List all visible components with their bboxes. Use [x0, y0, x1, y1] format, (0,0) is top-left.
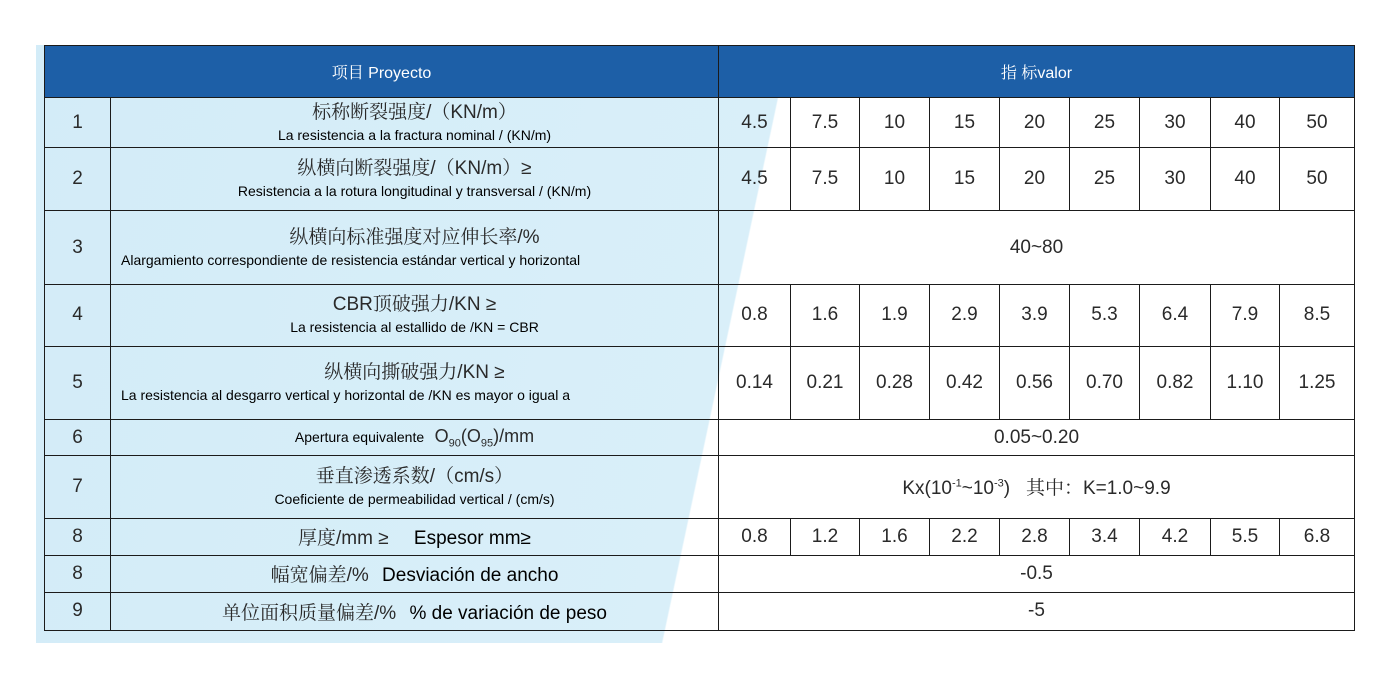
item-es: La resistencia al desgarro vertical y horizontal de /KN es mayor o igual a [121, 387, 570, 404]
item-cell [111, 284, 719, 346]
value-cell: 1.2 [791, 518, 860, 555]
item-cell [111, 555, 719, 592]
value-cell: 7.5 [791, 148, 860, 211]
value-cell: 20 [1000, 148, 1070, 211]
table-row [45, 518, 1355, 555]
row-number: 4 [45, 284, 111, 346]
row-number: 6 [45, 420, 111, 456]
item-zh: CBR顶破强力/KN ≥ [332, 294, 497, 316]
value-cell: 15 [930, 148, 1000, 211]
row-number: 7 [45, 456, 111, 518]
value-cell: 25 [1070, 98, 1140, 148]
aperture-formula: $O_{90}(O_{95})/mm$ [434, 425, 535, 450]
row-number: 3 [45, 211, 111, 284]
item-cell [111, 211, 719, 284]
value-cell: 1.9 [860, 284, 930, 346]
table-row [45, 592, 1355, 630]
value-cell: 25 [1070, 148, 1140, 211]
item-cell [111, 346, 719, 419]
item-cell [111, 518, 719, 555]
table-row [45, 284, 1355, 346]
value-cell: 4.5 [719, 148, 791, 211]
item-es: Resistencia a la rotura longitudinal y transversal / (KN/m) [237, 183, 592, 200]
merged-value-cell: -5 [719, 592, 1355, 630]
item-zh: 厚度/mm ≥ [298, 528, 389, 550]
table-row [45, 420, 1355, 456]
value-cell: 4.5 [719, 98, 791, 148]
item-zh: 纵横向断裂强度/（KN/m）≥ [297, 158, 532, 180]
value-cell: 2.8 [1000, 518, 1070, 555]
value-cell: 0.8 [719, 518, 791, 555]
item-cell [111, 148, 719, 211]
row-number: 5 [45, 346, 111, 419]
value-cell: 0.28 [860, 346, 930, 419]
value-cell: 30 [1140, 98, 1211, 148]
merged-value-cell: 40~80 [719, 211, 1355, 284]
item-zh: 单位面积质量偏差/% [222, 602, 397, 624]
value-cell: 0.82 [1140, 346, 1211, 419]
item-zh: 标称断裂强度/（KN/m） [312, 101, 517, 123]
row-number: 8 [45, 555, 111, 592]
table-row [45, 148, 1355, 211]
value-cell: 20 [1000, 98, 1070, 148]
value-cell: 7.9 [1211, 284, 1280, 346]
item-cell [111, 592, 719, 630]
item-cell [111, 420, 719, 456]
value-cell: 6.4 [1140, 284, 1211, 346]
item-zh: 纵横向标准强度对应伸长率/% [289, 226, 540, 248]
header-row [45, 46, 1355, 98]
value-cell: 1.6 [791, 284, 860, 346]
spec-table [44, 45, 1355, 631]
value-cell: 2.9 [930, 284, 1000, 346]
table-row [45, 211, 1355, 284]
value-cell: 5.3 [1070, 284, 1140, 346]
header-item: 项目 Proyecto [45, 46, 719, 98]
value-cell: 7.5 [791, 98, 860, 148]
row-number: 2 [45, 148, 111, 211]
value-cell: 50 [1280, 148, 1355, 211]
item-zh: 纵横向撕破强力/KN ≥ [324, 362, 505, 384]
value-cell: 2.2 [930, 518, 1000, 555]
value-cell: 0.56 [1000, 346, 1070, 419]
header-value: 指 标valor [719, 46, 1355, 98]
item-es: Coeficiente de permeabilidad vertical / (cm/s) [274, 490, 555, 507]
value-cell: 0.8 [719, 284, 791, 346]
permeability-formula: $Kx(10^{-1}\sim 10^{-3})$ 其中：K=1.0~9.9 [719, 456, 1355, 518]
value-cell: 8.5 [1280, 284, 1355, 346]
value-cell: 15 [930, 98, 1000, 148]
value-cell: 4.2 [1140, 518, 1211, 555]
item-es: Espesor mm≥ [413, 528, 531, 550]
table-row [45, 456, 1355, 518]
item-zh: 垂直渗透系数/（cm/s） [315, 465, 514, 487]
value-cell: 0.14 [719, 346, 791, 419]
row-number: 9 [45, 592, 111, 630]
value-cell: 3.4 [1070, 518, 1140, 555]
row-number: 1 [45, 98, 111, 148]
value-cell: 1.6 [860, 518, 930, 555]
value-cell: 0.42 [930, 346, 1000, 419]
merged-value-cell: -0.5 [719, 555, 1355, 592]
item-es: Desviación de ancho [382, 565, 559, 587]
item-cell [111, 456, 719, 518]
value-cell: 0.70 [1070, 346, 1140, 419]
table-row [45, 555, 1355, 592]
row-number: 8 [45, 518, 111, 555]
value-cell: 10 [860, 98, 930, 148]
value-cell: 40 [1211, 148, 1280, 211]
item-zh: 幅宽偏差/% [270, 565, 369, 587]
value-cell: 1.25 [1280, 346, 1355, 419]
item-es: Apertura equivalente [294, 428, 425, 445]
merged-value-cell: 0.05~0.20 [719, 420, 1355, 456]
table-row [45, 98, 1355, 148]
table-row [45, 346, 1355, 419]
item-es: % de variación de peso [409, 602, 607, 624]
value-cell: 10 [860, 148, 930, 211]
value-cell: 3.9 [1000, 284, 1070, 346]
item-cell [111, 98, 719, 148]
item-es: La resistencia al estallido de /KN = CBR [290, 319, 539, 336]
value-cell: 1.10 [1211, 346, 1280, 419]
value-cell: 30 [1140, 148, 1211, 211]
value-cell: 5.5 [1211, 518, 1280, 555]
item-es: La resistencia a la fractura nominal / (KN/m) [277, 126, 552, 143]
value-cell: 6.8 [1280, 518, 1355, 555]
item-es: Alargamiento correspondiente de resistencia estándar vertical y horizontal [121, 251, 581, 268]
value-cell: 40 [1211, 98, 1280, 148]
value-cell: 0.21 [791, 346, 860, 419]
value-cell: 50 [1280, 98, 1355, 148]
